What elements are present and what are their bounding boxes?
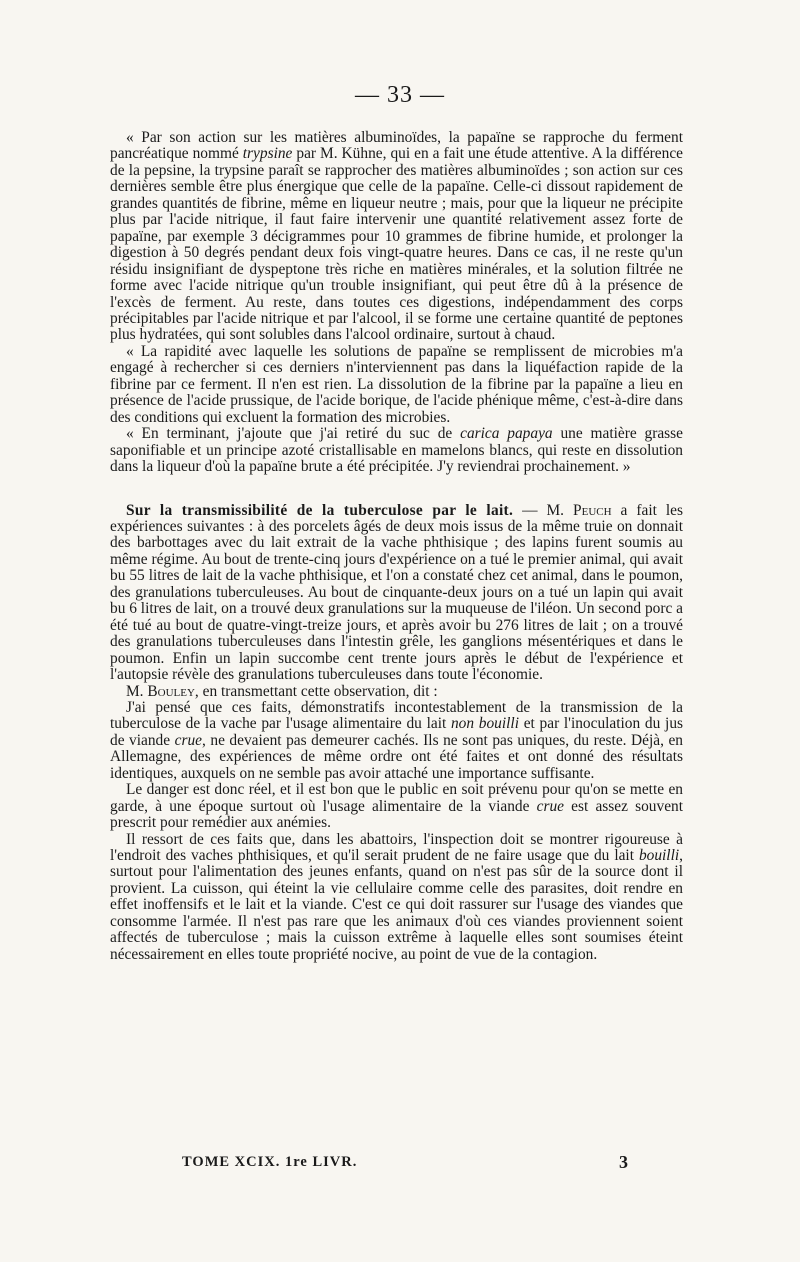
quote-paragraph-3: « En terminant, j'ajoute que j'ai retiré du suc de carica papaya une matière grasse saponifiable et un principe azoté cristallisable en mamelons blancs, qui reste en dissolution dans la liqueur d'où la papaïne brute a été précipitée. J'y reviendrai prochainement. » bbox=[110, 425, 683, 476]
page-number: — 33 — bbox=[355, 82, 445, 108]
quote-paragraph-2: « La rapidité avec laquelle les solutions de papaïne se remplissent de microbies m'a engagé à rechercher si ces derniers n'interviennent pas dans la liquéfaction rapide de la fibrine par ce ferment. Il n'en est rien. La dissolution de la fibrine par la papaïne a lieu en présence de l'acide prussique, de l'acide borique, de l'acide phénique même, c'est-à-dire dans des conditions qui excluent la formation des microbies. bbox=[110, 342, 683, 426]
section-title: Sur la transmissibilité de la tuberculose par le lait. bbox=[126, 501, 514, 519]
section-paragraph-2: M. Bouley, en transmettant cette observation, dit : bbox=[126, 682, 438, 700]
italic-term: trypsine bbox=[242, 145, 293, 163]
italic-term: bouilli bbox=[638, 847, 680, 865]
italic-term: crue bbox=[174, 731, 202, 749]
author-name: M. Peuch bbox=[546, 501, 612, 519]
section-paragraph-3: J'ai pensé que ces faits, démonstratifs incontestablement de la transmission de la tuberculose de la vache par l'usage alimentaire du lait non bouilli et par l'inoculation du jus de viande crue, ne devaient pas demeurer cachés. Ils ne sont pas uniques, du reste. Déjà, en Allemagne, des expériences de même ordre ont été faites et ont donné des résultats identiques, auxquels on ne semble pas avoir attaché une importance suffisante. bbox=[110, 698, 683, 782]
section-spacer bbox=[110, 476, 683, 503]
article-section bbox=[110, 503, 683, 964]
section-paragraph-1: Sur la transmissibilité de la tuberculose par le lait. — M. Peuch a fait les expériences suivantes : à des porcelets âgés de deux mois issus de la même truie on donnait des barbottages avec du lait extrait de la vache phthisique ; des lapins furent soumis au même régime. Au bout de trente-cinq jours d'expérience on a tué le premier animal, qui avait bu 55 litres de lait de la vache phthisique, et l'on a constaté chez cet animal, dans le poumon, des granulations tuberculeuses. Au bout de cinquante-deux jours on a tué un lapin qui avait bu 6 litres de lait, on a trouvé deux granulations sur la muqueuse de l'iléon. Un second porc a été tué au bout de quatre-vingt-treize jours, et après avoir bu 276 litres de lait ; on a trouvé des granulations tuberculeuses dans l'intestin grêle, les ganglions mésentériques et dans le poumon. Enfin un lapin succombe cent trente jours après le début de l'expérience et l'autopsie révèle des granulations tuberculeuses dans toute l'économie. bbox=[110, 501, 683, 684]
body-text bbox=[110, 130, 683, 963]
italic-term: carica papaya bbox=[460, 425, 553, 443]
section-paragraph-5: Il ressort de ces faits que, dans les abattoirs, l'inspection doit se montrer rigoureuse à l'endroit des vaches phthisiques, et qu'il serait prudent de ne faire usage que du lait bouilli, surtout pour l'alimentation des jeunes enfants, quand on n'est pas sûr de la source dont il provient. La cuisson, qui éteint la vie cellulaire comme celle des parasites, doit rendre en effet inoffensifs et le lait et la viande. C'est ce qui doit rassurer sur l'usage des viandes que consomme l'armée. Il n'est pas rare que les animaux d'où ces viandes proviennent soient affectés de tuberculose ; mais la cuisson extrême à laquelle elles sont soumises éteint nécessairement en elles toute propriété nocive, au point de vue de la contagion. bbox=[110, 830, 683, 963]
italic-term: non bouilli bbox=[450, 715, 519, 733]
quotation-block bbox=[110, 130, 683, 476]
author-name: M. Bouley bbox=[126, 682, 195, 700]
section-paragraph-4: Le danger est donc réel, et il est bon que le public en soit prévenu pour qu'on se mette en garde, à une époque surtout où l'usage alimentaire de la viande crue est assez souvent prescrit pour remédier aux anémies. bbox=[110, 781, 683, 832]
italic-term: crue bbox=[536, 797, 564, 815]
signature-number: 3 bbox=[619, 1152, 629, 1172]
signature-mark: TOME XCIX. 1re LIVR. bbox=[182, 1154, 358, 1170]
quote-paragraph-1: « Par son action sur les matières albuminoïdes, la papaïne se rapproche du ferment pancréatique nommé trypsine par M. Kühne, qui en a fait une étude attentive. A la différence de la pepsine, la trypsine paraît se rapprocher des matières albuminoïdes ; son action sur ces dernières semble être plus énergique que celle de la papaïne. Celle-ci dissout rapidement de grandes quantités de fibrine, même en liqueur neutre ; mais, pour que la liqueur ne précipite plus par l'acide nitrique, il faut faire intervenir une quantité relativement assez forte de papaïne, par exemple 3 décigrammes pour 10 grammes de fibrine humide, et prolonger la digestion à 50 degrés pendant deux fois vingt-quatre heures. Dans ce cas, il ne reste qu'un résidu insignifiant de dyspeptone très riche en matières minérales, et la solution filtrée ne forme avec l'acide nitrique qu'un trouble insignifiant, qui peut être dû à la présence de l'excès de ferment. Au reste, dans toutes ces digestions, indépendamment des corps précipitables par l'acide nitrique et par l'alcool, il se forme une certaine quantité de peptones plus hydratées, qui sont solubles dans l'alcool ordinaire, surtout à chaud. bbox=[110, 129, 683, 344]
